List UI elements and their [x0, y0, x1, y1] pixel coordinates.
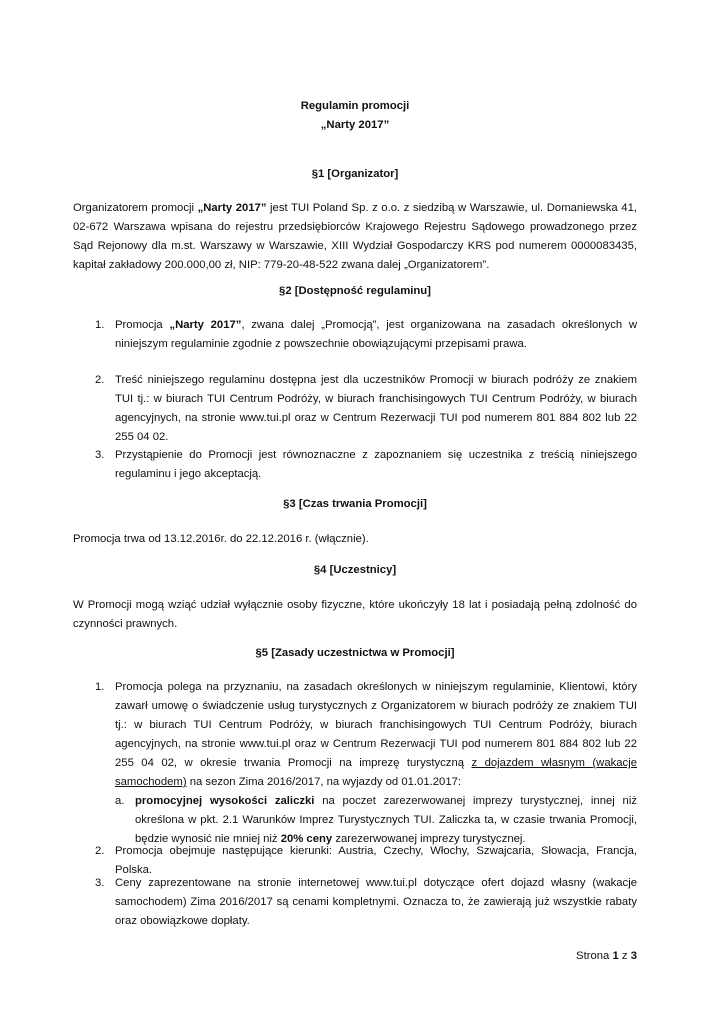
section-3-heading: §3 [Czas trwania Promocji]	[283, 498, 427, 510]
section-3-text: Promocja trwa od 13.12.2016r. do 22.12.2016 r. (włącznie).	[73, 533, 369, 545]
section-5-heading: §5 [Zasady uczestnictwa w Promocji]	[255, 647, 455, 659]
section-2-item-2: 2. Treść niniejszego regulaminu dostępna jest dla uczestników Promocji w biurach podróży ze znakiem TUI tj.: w biurach TUI Centrum Podróży, w biurach franchisingowych TUI Centrum Podróży, w biurach agencyjnych, na stronie www.tui.pl oraz w Centrum Rezerwacji TUI pod numerem 801 884 802 lub 22 255 04 02.	[95, 374, 637, 443]
section-2-heading: §2 [Dostępność regulaminu]	[279, 285, 431, 297]
section-2-item-3: 3. Przystąpienie do Promocji jest równoznaczne z zapoznaniem się uczestnika z treścią niniejszego regulaminu i jego akceptacją.	[95, 449, 637, 480]
section-2-item-1: 1. Promocja „Narty 2017”, zwana dalej „Promocją”, jest organizowana na zasadach określonych w niniejszym regulaminie zgodnie z powszechnie obowiązującymi przepisami prawa.	[95, 319, 638, 350]
section-5-item-1-sub-a: a. promocyjnej wysokości zaliczki na poczet zarezerwowanej imprezy turystycznej, innej niż określona w pkt. 2.1 Warunków Imprez Turystycznych TUI. Zaliczka ta, w czasie trwania Promocji, będzie wynosić nie mniej niż 20% ceny zarezerwowanej imprezy turystycznej.	[115, 795, 637, 845]
section-1-text: Organizatorem promocji „Narty 2017” jest TUI Poland Sp. z o.o. z siedzibą w Warszawie, ul. Domaniewska 41, 02-672 Warszawa wpisana do rejestru przedsiębiorców Krajowego Rejestru Sądowego prowadzonego przez Sąd Rejonowy dla m.st. Warszawy w Warszawie, XIII Wydział Gospodarczy KRS pod numerem 0000083435, kapitał zakładowy 200.000,00 zł, NIP: 779-20-48-522 zwana dalej „Organizatorem”.	[73, 202, 638, 271]
section-5-item-2: 2. Promocja obejmuje następujące kierunki: Austria, Czechy, Włochy, Szwajcaria, Słowacja, Francja, Polska.	[95, 845, 637, 876]
section-5-item-1: 1. Promocja polega na przyznaniu, na zasadach określonych w niniejszym regulaminie, Klientowi, który zawarł umowę o świadczenie usług turystycznych z Organizatorem w biurach podróży ze znakiem TUI tj.: w biurach TUI Centrum Podróży, w biurach franchisingowych TUI Centrum Podróży, biurach agencyjnych, na stronie www.tui.pl oraz w Centrum Rezerwacji TUI pod numerem 801 884 802 lub 22 255 04 02, w okresie trwania Promocji na imprezę turystyczną z dojazdem własnym (wakacje samochodem) na sezon Zima 2016/2017, na wyjazdy od 01.01.2017: a. promocyjnej wysokości zaliczki na poczet zarezerwowanej imprezy turystycznej, innej niż określona w pkt. 2.1 Warunków Imprez Turystycznych TUI. Zaliczka ta, w czasie trwania Promocji, będzie wynosić nie mniej niż 20% ceny zarezerwowanej imprezy turystycznej.	[73, 678, 637, 849]
section-5-item-3: 3. Ceny zaprezentowane na stronie internetowej www.tui.pl dotyczące ofert dojazd własny (wakacje samochodem) Zima 2016/2017 są cenami kompletnymi. Oznacza to, że zawierają już wszystkie rabaty oraz obowiązkowe dopłaty.	[95, 877, 637, 927]
section-4-text: W Promocji mogą wziąć udział wyłącznie osoby fizyczne, które ukończyły 18 lat i posiadają pełną zdolność do czynności prawnych.	[73, 599, 637, 630]
document-subtitle: „Narty 2017”	[320, 119, 390, 131]
page-number: Strona 1 z 3	[576, 950, 637, 962]
section-4-heading: §4 [Uczestnicy]	[313, 564, 397, 576]
section-1-heading: §1 [Organizator]	[311, 168, 399, 180]
document-title: Regulamin promocji	[300, 100, 410, 112]
